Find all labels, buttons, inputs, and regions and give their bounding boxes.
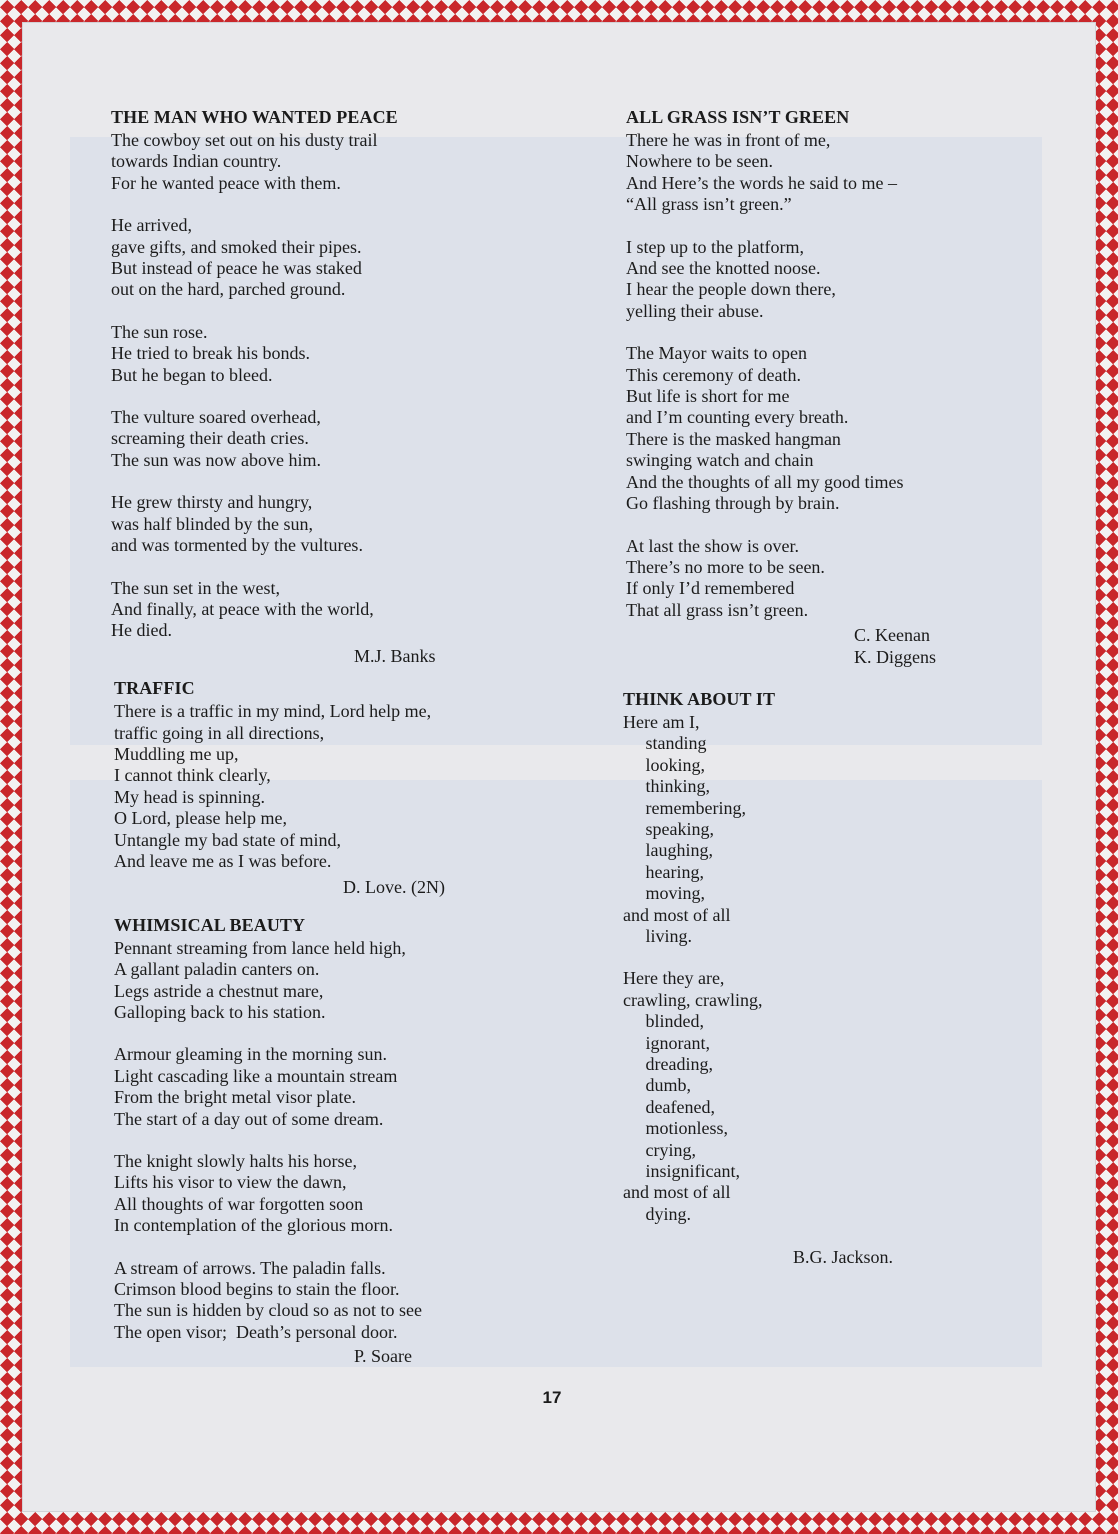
poem-line: moving,: [623, 883, 706, 904]
poem-line: O Lord, please help me,: [114, 808, 287, 829]
poem-line: The knight slowly halts his horse,: [114, 1151, 357, 1172]
poem-line: out on the hard, parched ground.: [111, 279, 346, 300]
poem-line: Light cascading like a mountain stream: [114, 1065, 398, 1086]
poem-title: THE MAN WHO WANTED PEACE: [111, 107, 398, 127]
poem-line: dreading,: [623, 1054, 713, 1075]
poem-line: hearing,: [623, 861, 704, 882]
poem-line: Crimson blood begins to stain the floor.: [114, 1279, 400, 1300]
poem-line: Here they are,: [623, 968, 725, 989]
poem-line: remembering,: [623, 797, 746, 818]
poem-line: But he began to bleed.: [111, 364, 273, 385]
poem-all-grass-isnt-green: [626, 106, 1039, 668]
poem-man-who-wanted-peace: [111, 106, 581, 667]
poem-line: swinging watch and chain: [626, 450, 814, 471]
poem-line: speaking,: [623, 818, 714, 839]
right-column: [619, 106, 1039, 1269]
poem-line: I hear the people down there,: [626, 279, 836, 300]
poem-line: The sun set in the west,: [111, 577, 280, 598]
poem-line: My head is spinning.: [114, 786, 265, 807]
poem-line: gave gifts, and smoked their pipes.: [111, 236, 362, 257]
poem-author: K. Diggens: [854, 646, 936, 667]
poem-line: and I’m counting every breath.: [626, 407, 849, 428]
poem-line: screaming their death cries.: [111, 428, 309, 449]
poem-line: Legs astride a chestnut mare,: [114, 980, 324, 1001]
poem-line: crying,: [623, 1139, 696, 1160]
page-number: 17: [542, 1388, 562, 1407]
poem-line: That all grass isn’t green.: [626, 599, 809, 620]
poem-line: The sun is hidden by cloud so as not to see: [114, 1300, 422, 1321]
poem-line: dying.: [623, 1203, 692, 1224]
poem-line: At last the show is over.: [626, 535, 799, 556]
poem-line: He grew thirsty and hungry,: [111, 492, 313, 513]
poem-line: Here am I,: [623, 711, 700, 732]
poem-line: There is a traffic in my mind, Lord help me,: [114, 701, 432, 722]
poem-author: C. Keenan: [854, 625, 930, 646]
poem-line: From the bright metal visor plate.: [114, 1087, 356, 1108]
stanza: [111, 578, 581, 642]
stanza: [626, 343, 1039, 514]
poem-line: Muddling me up,: [114, 743, 239, 764]
poem-line: And the thoughts of all my good times: [626, 471, 904, 492]
poem-line: traffic going in all directions,: [114, 722, 325, 743]
poem-line: But life is short for me: [626, 386, 790, 407]
poem-title: WHIMSICAL BEAUTY: [114, 914, 306, 935]
poem-line: The start of a day out of some dream.: [114, 1108, 384, 1129]
stanza: [111, 492, 581, 556]
poem-title: THINK ABOUT IT: [623, 688, 776, 709]
poem-line: thinking,: [623, 776, 711, 797]
poem-line: A stream of arrows. The paladin falls.: [114, 1257, 386, 1278]
poem-line: I cannot think clearly,: [114, 765, 271, 786]
poem-line: yelling their abuse.: [626, 300, 764, 321]
poem-line: There is the masked hangman: [626, 428, 841, 449]
poem-line: laughing,: [623, 840, 713, 861]
poem-line: and most of all: [623, 904, 731, 925]
poem-line: The vulture soared overhead,: [111, 407, 321, 428]
poem-line: Lifts his visor to view the dawn,: [114, 1172, 347, 1193]
stanza: [111, 130, 581, 194]
poem-line: In contemplation of the glorious morn.: [114, 1215, 393, 1236]
poem-line: insignificant,: [623, 1161, 740, 1182]
poem-line: blinded,: [623, 1011, 704, 1032]
stanza: [626, 237, 1039, 323]
poem-line: He died.: [111, 620, 172, 641]
poem-line: Pennant streaming from lance held high,: [114, 937, 406, 958]
poem-whimsical-beauty: [114, 914, 581, 1368]
page-frame: [22, 22, 1096, 1512]
stanza: [114, 938, 581, 1024]
stanza: [111, 407, 581, 471]
left-column: [111, 106, 581, 1368]
poem-think-about-it: [623, 688, 1039, 1269]
poem-line: The sun was now above him.: [111, 449, 321, 470]
poem-title: ALL GRASS ISN’T GREEN: [626, 107, 850, 127]
poem-line: And Here’s the words he said to me –: [626, 172, 897, 193]
poem-line: was half blinded by the sun,: [111, 513, 313, 534]
poem-line: If only I’d remembered: [626, 578, 795, 599]
poem-line: And leave me as I was before.: [114, 850, 332, 871]
poem-line: And finally, at peace with the world,: [111, 598, 374, 619]
poem-line: A gallant paladin canters on.: [114, 959, 320, 980]
stanza: [626, 130, 1039, 216]
poem-line: living.: [623, 926, 693, 946]
poem-line: and was tormented by the vultures.: [111, 535, 363, 556]
stanza: [114, 1044, 581, 1130]
stanza: [111, 215, 581, 301]
poem-line: The sun rose.: [111, 321, 208, 342]
poem-line: The Mayor waits to open: [626, 343, 807, 364]
stanza: [111, 322, 581, 386]
poem-line: “All grass isn’t green.”: [626, 194, 792, 215]
poem-author: M.J. Banks: [354, 645, 436, 666]
poem-line: Go flashing through by brain.: [626, 493, 840, 514]
poem-line: crawling, crawling,: [623, 989, 763, 1010]
poem-line: The open visor; Death’s personal door.: [114, 1321, 398, 1342]
poem-line: He arrived,: [111, 215, 192, 236]
poem-line: He tried to break his bonds.: [111, 343, 310, 364]
poem-line: and most of all: [623, 1182, 731, 1203]
poem-line: dumb,: [623, 1075, 692, 1096]
poem-line: But instead of peace he was staked: [111, 258, 362, 279]
stanza: [623, 712, 1039, 947]
poem-line: There he was in front of me,: [626, 130, 831, 150]
poem-line: standing: [623, 733, 707, 754]
poem-line: Armour gleaming in the morning sun.: [114, 1044, 387, 1065]
poem-author: P. Soare: [354, 1346, 412, 1367]
poem-line: Galloping back to his station.: [114, 1002, 326, 1022]
poem-line: All thoughts of war forgotten soon: [114, 1193, 364, 1214]
poem-line: This ceremony of death.: [626, 364, 801, 385]
stanza: [623, 968, 1039, 1225]
stanza: [114, 1151, 581, 1237]
stanza: [114, 701, 581, 872]
poem-line: looking,: [623, 754, 706, 775]
stanza: [114, 1258, 581, 1344]
poem-author: D. Love. (2N): [343, 877, 445, 898]
poem-line: Nowhere to be seen.: [626, 151, 773, 172]
poem-line: ignorant,: [623, 1032, 710, 1053]
poem-title: TRAFFIC: [114, 678, 195, 699]
stanza: [626, 536, 1039, 622]
poem-line: There’s no more to be seen.: [626, 556, 825, 577]
poem-line: For he wanted peace with them.: [111, 172, 341, 193]
poem-line: towards Indian country.: [111, 151, 282, 172]
poem-line: deafened,: [623, 1096, 715, 1117]
poem-line: I step up to the platform,: [626, 236, 804, 257]
poem-line: The cowboy set out on his dusty trail: [111, 130, 378, 150]
poem-line: motionless,: [623, 1118, 729, 1139]
poem-author: B.G. Jackson.: [793, 1247, 893, 1268]
poem-line: And see the knotted noose.: [626, 258, 821, 279]
poem-traffic: [114, 677, 581, 899]
poem-line: Untangle my bad state of mind,: [114, 829, 341, 850]
